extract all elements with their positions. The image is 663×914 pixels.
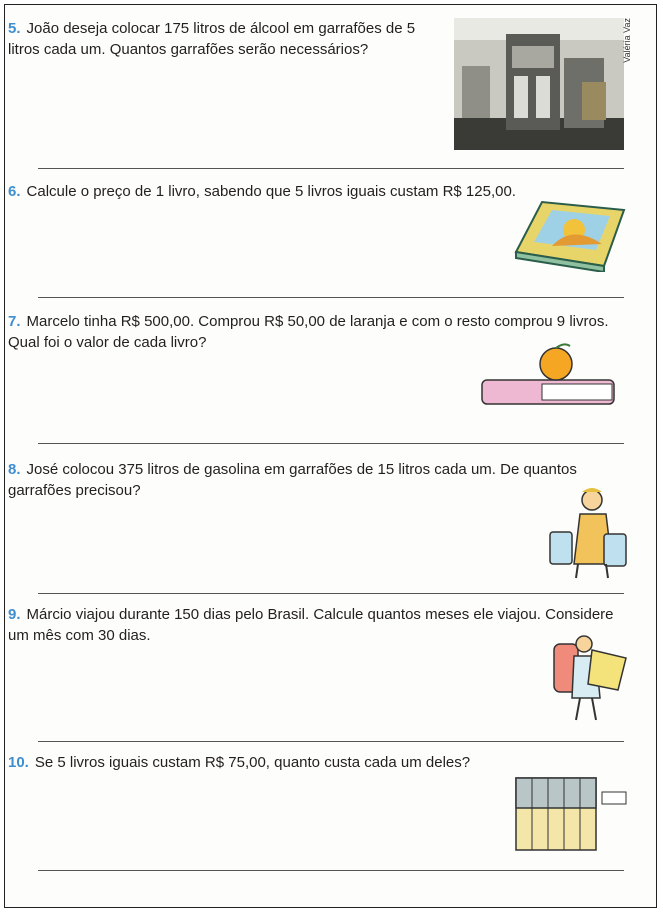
- traveler-with-map-illustration: [546, 628, 630, 726]
- question-number: 10.: [8, 754, 29, 771]
- question-text: José colocou 375 litros de gasolina em garrafões de 15 litros cada um. De quantos garrafões precisou?: [8, 461, 577, 499]
- question-text: João deseja colocar 175 litros de álcool em garrafões de 5 litros cada um. Quantos garrafões serão necessários?: [8, 20, 416, 58]
- question-text: Márcio viajou durante 150 dias pelo Brasil. Calcule quantos meses ele viajou. Considere um mês com 30 dias.: [8, 606, 614, 644]
- question-10: [8, 752, 538, 773]
- gas-station-photo: [454, 18, 624, 150]
- question-8: [8, 459, 633, 501]
- question-text: Se 5 livros iguais custam R$ 75,00, quanto custa cada um deles?: [34, 754, 471, 771]
- question-6: [8, 181, 618, 202]
- question-number: 5.: [8, 20, 21, 37]
- question-number: 9.: [8, 606, 21, 623]
- stack-of-books-illustration: [512, 768, 632, 854]
- answer-line: [38, 443, 624, 444]
- book-illustration: [512, 200, 628, 272]
- question-number: 7.: [8, 313, 21, 330]
- question-text: Calcule o preço de 1 livro, sabendo que 5 livros iguais custam R$ 125,00.: [26, 183, 516, 200]
- answer-line: [38, 297, 624, 298]
- answer-line: [38, 168, 624, 169]
- question-number: 8.: [8, 461, 21, 478]
- answer-line: [38, 741, 624, 742]
- question-5: [8, 18, 448, 60]
- person-with-jugs-illustration: [548, 484, 632, 580]
- question-number: 6.: [8, 183, 21, 200]
- answer-line: [38, 593, 624, 594]
- answer-line: [38, 870, 624, 871]
- question-text: Marcelo tinha R$ 500,00. Comprou R$ 50,00 de laranja e com o resto comprou 9 livros. Qual foi o valor de cada livro?: [8, 313, 609, 351]
- question-9: [8, 604, 633, 646]
- book-and-orange-illustration: [476, 340, 622, 410]
- photo-credit: Valéria Vaz: [622, 18, 632, 63]
